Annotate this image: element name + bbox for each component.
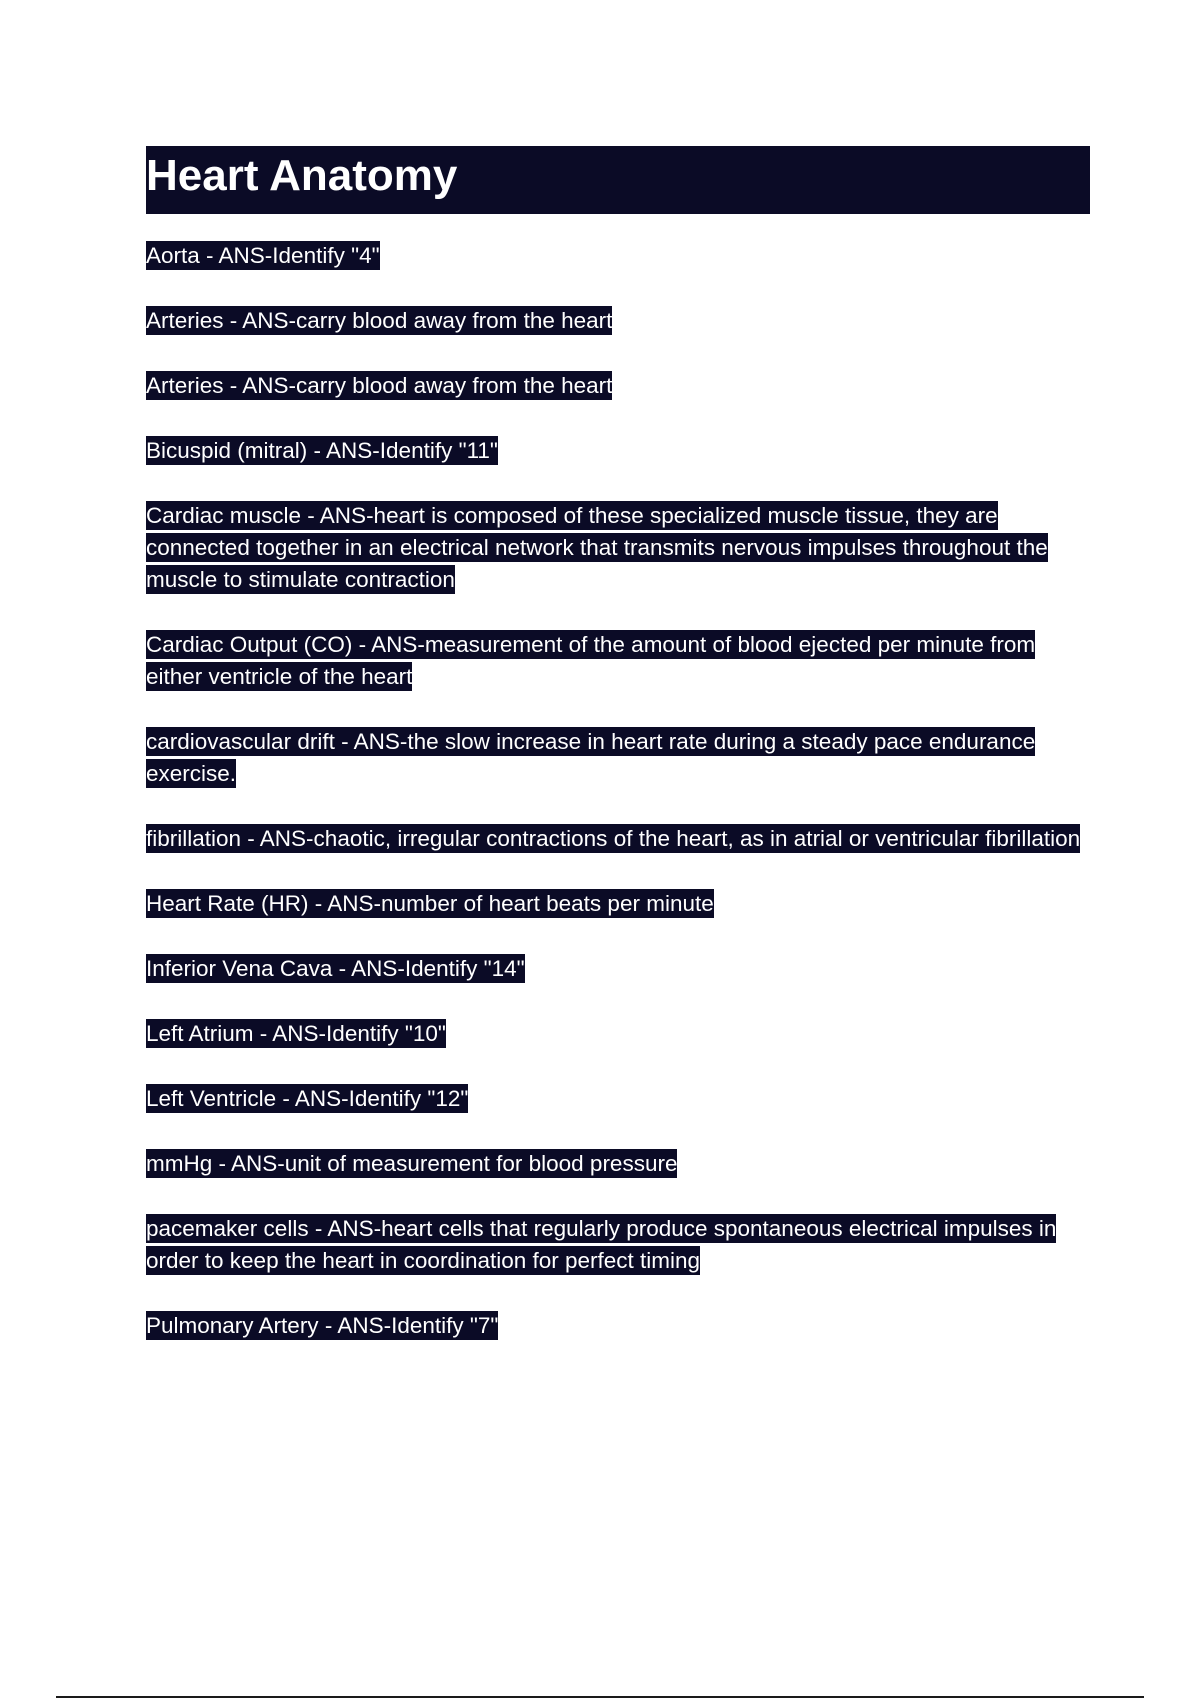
footer-divider [56, 1696, 1144, 1698]
title-banner [146, 146, 1090, 214]
page-title: Heart Anatomy [146, 151, 458, 200]
entry-cardiac-muscle [146, 500, 1090, 596]
entry-text: Cardiac Output (CO) - ANS-measurement of the amount of blood ejected per minute from either ventricle of the heart [146, 632, 1036, 689]
entry-text: Cardiac muscle - ANS-heart is composed of these specialized muscle tissue, they are connected together in an electrical network that transmits nervous impulses throughout the muscle to stimulate contraction [146, 503, 1048, 592]
entry-text: mmHg - ANS-unit of measurement for blood pressure [146, 1151, 678, 1176]
entry-arteries [146, 305, 1090, 337]
entry-left-atrium [146, 1018, 1090, 1050]
entry-text: fibrillation - ANS-chaotic, irregular contractions of the heart, as in atrial or ventricular fibrillation [146, 826, 1081, 851]
entry-text: pacemaker cells - ANS-heart cells that regularly produce spontaneous electrical impulses in order to keep the heart in coordination for perfect timing [146, 1216, 1057, 1273]
entry-list [146, 240, 1090, 1342]
entry-heart-rate [146, 888, 1090, 920]
entry-mmhg [146, 1148, 1090, 1180]
entry-pulmonary-artery [146, 1310, 1090, 1342]
entry-text: Heart Rate (HR) - ANS-number of heart beats per minute [146, 891, 714, 916]
entry-text: cardiovascular drift - ANS-the slow increase in heart rate during a steady pace endurance exercise. [146, 729, 1036, 786]
entry-cardiac-output [146, 629, 1090, 693]
entry-text: Bicuspid (mitral) - ANS-Identify "11" [146, 438, 498, 463]
entry-text: Aorta - ANS-Identify "4" [146, 243, 380, 268]
entry-text: Left Ventricle - ANS-Identify "12" [146, 1086, 469, 1111]
entry-text: Arteries - ANS-carry blood away from the heart [146, 373, 613, 398]
document-content [146, 146, 1090, 1375]
entry-left-ventricle [146, 1083, 1090, 1115]
entry-aorta [146, 240, 1090, 272]
entry-bicuspid [146, 435, 1090, 467]
entry-text: Pulmonary Artery - ANS-Identify "7" [146, 1313, 499, 1338]
entry-inferior-vena-cava [146, 953, 1090, 985]
entry-arteries-duplicate [146, 370, 1090, 402]
entry-pacemaker-cells [146, 1213, 1090, 1277]
entry-text: Left Atrium - ANS-Identify "10" [146, 1021, 446, 1046]
entry-fibrillation [146, 823, 1090, 855]
entry-cardiovascular-drift [146, 726, 1090, 790]
entry-text: Inferior Vena Cava - ANS-Identify "14" [146, 956, 525, 981]
entry-text: Arteries - ANS-carry blood away from the heart [146, 308, 613, 333]
